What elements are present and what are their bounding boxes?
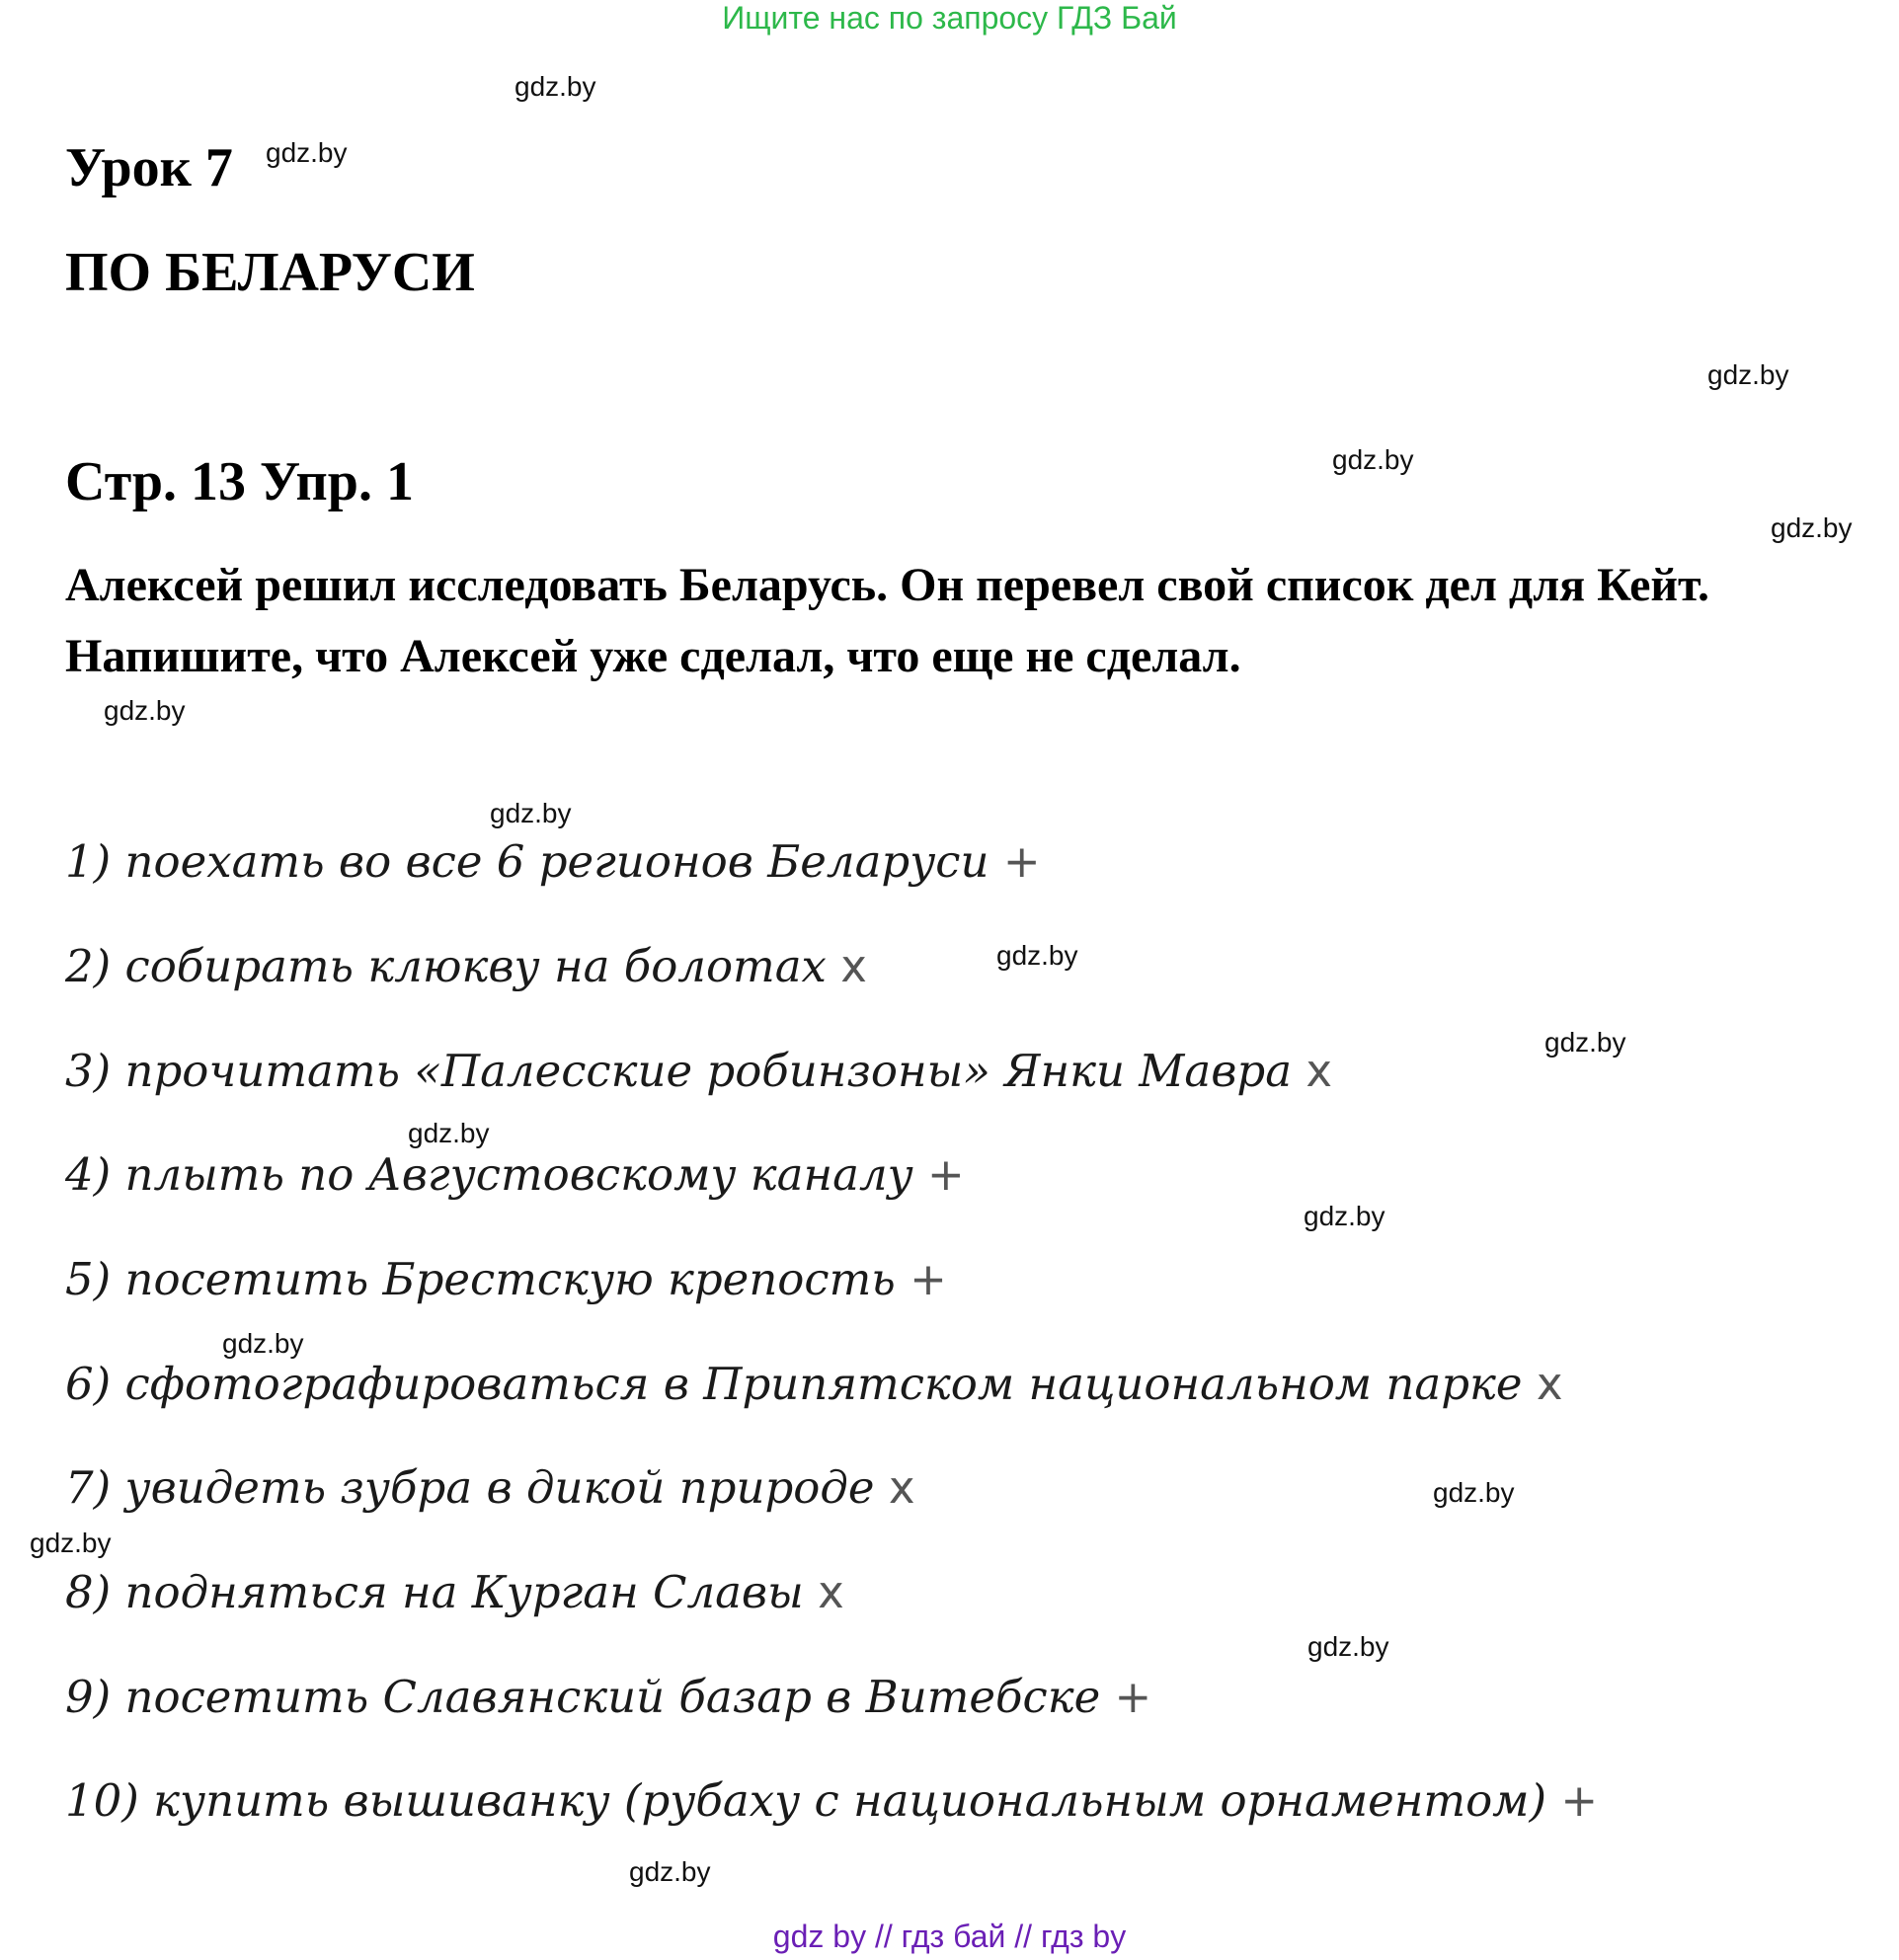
lesson-title: Урок 7 — [65, 137, 233, 198]
list-item — [65, 940, 867, 992]
list-item — [65, 1253, 947, 1305]
list-item — [65, 1671, 1151, 1723]
topic-title: ПО БЕЛАРУСИ — [65, 242, 475, 303]
watermark: gdz.by — [1707, 359, 1789, 390]
watermark: gdz.by — [996, 940, 1078, 971]
list-item — [65, 1148, 965, 1201]
answer-text: 7) увидеть зубра в дикой природе — [65, 1461, 875, 1514]
answer-text: 10) купить вышиванку (рубаху с национальным орнаментом) — [65, 1774, 1547, 1827]
watermark: gdz.by — [104, 695, 186, 726]
watermark: gdz.by — [490, 798, 572, 828]
watermark: gdz.by — [1433, 1477, 1515, 1508]
answer-text: 2) собирать клюкву на болотах — [65, 940, 827, 992]
watermark: gdz.by — [1304, 1201, 1385, 1231]
task-text: Алексей решил исследовать Беларусь. Он перевел свой список дел для Кейт. Напишите, что Алексей уже сделал, что еще не сделал. — [65, 559, 1709, 682]
watermark: gdz.by — [1307, 1631, 1389, 1662]
answer-mark: x — [1536, 1358, 1563, 1410]
answer-mark: + — [1114, 1671, 1152, 1723]
exercise-reference: Стр. 13 Упр. 1 — [65, 451, 414, 512]
watermark: gdz.by — [1771, 512, 1853, 543]
answer-mark: + — [1002, 835, 1041, 888]
list-item — [65, 1461, 914, 1514]
answer-mark: + — [1560, 1774, 1599, 1827]
watermark: gdz.by — [30, 1528, 112, 1558]
answer-mark: x — [1306, 1045, 1332, 1097]
answer-text: 9) посетить Славянский базар в Витебске — [65, 1671, 1101, 1723]
watermark: gdz.by — [1332, 444, 1414, 475]
answer-mark: + — [927, 1148, 965, 1201]
answer-mark: x — [888, 1461, 915, 1514]
answer-text: 4) плыть по Августовскому каналу — [65, 1148, 913, 1201]
list-item — [65, 1774, 1598, 1827]
answer-text: 5) посетить Брестскую крепость — [65, 1253, 896, 1305]
list-item — [65, 1566, 844, 1618]
search-banner: Ищите нас по запросу ГДЗ Бай — [722, 0, 1177, 36]
watermark: gdz.by — [1544, 1027, 1626, 1058]
answer-text: 1) поехать во все 6 регионов Беларуси — [65, 835, 989, 888]
list-item — [65, 835, 1041, 888]
answer-mark: x — [818, 1566, 844, 1618]
watermark: gdz.by — [266, 137, 348, 168]
answer-text: 8) подняться на Курган Славы — [65, 1566, 804, 1618]
answer-mark: x — [840, 940, 867, 992]
watermark: gdz.by — [629, 1856, 711, 1887]
answer-mark: + — [910, 1253, 947, 1305]
watermark: gdz.by — [408, 1118, 490, 1148]
answer-text: 3) прочитать «Палесские робинзоны» Янки Мавра — [65, 1045, 1293, 1097]
answer-text: 6) сфотографироваться в Припятском национальном парке — [65, 1358, 1523, 1410]
watermark: gdz.by — [514, 71, 596, 102]
footer-links: gdz by // гдз бай // гдз by — [772, 1919, 1127, 1954]
list-item — [65, 1045, 1332, 1097]
watermark: gdz.by — [222, 1328, 304, 1359]
list-item — [65, 1358, 1562, 1410]
